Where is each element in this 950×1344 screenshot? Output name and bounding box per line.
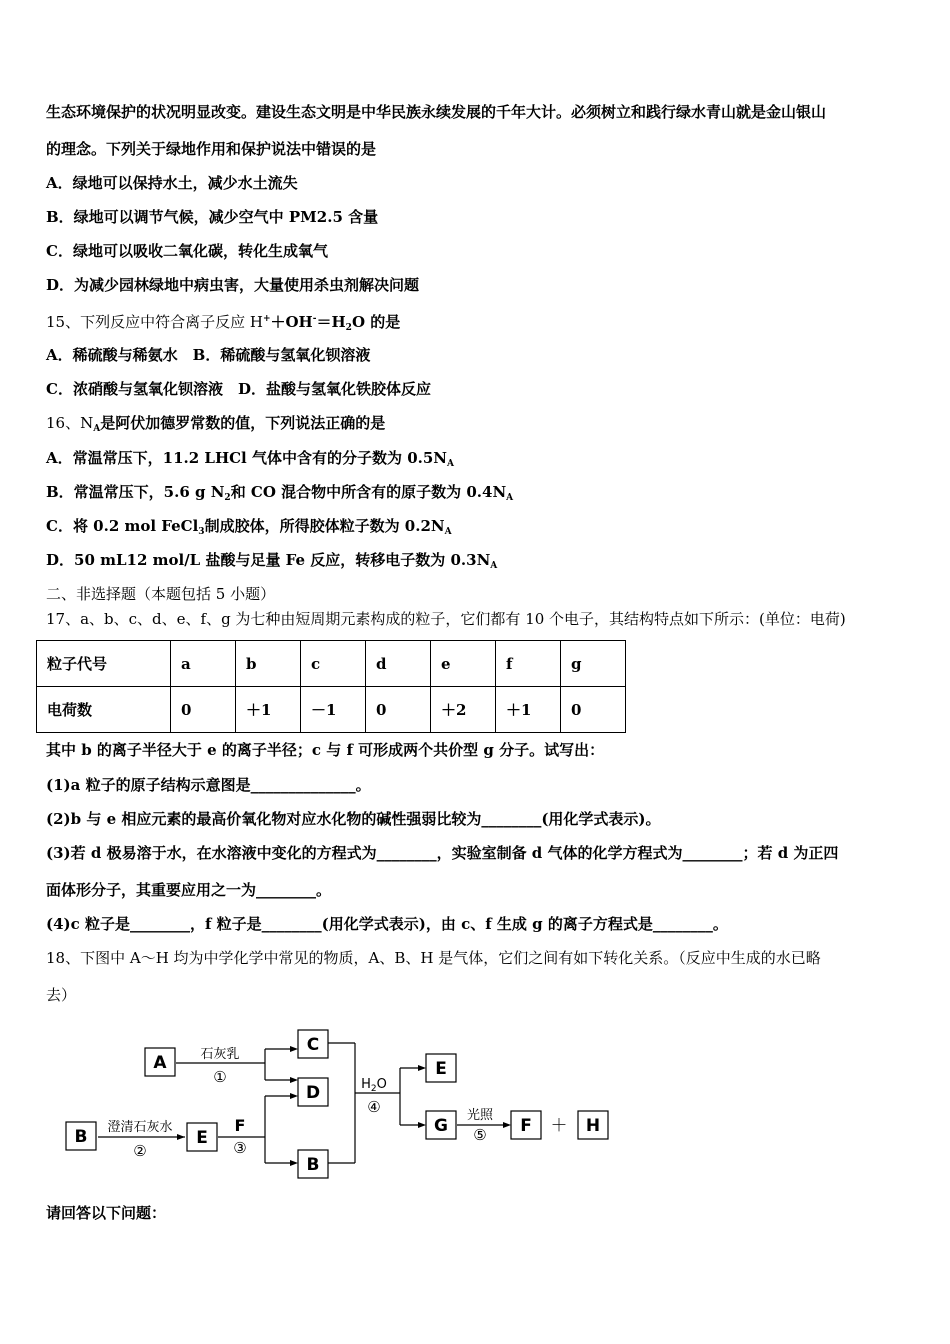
- node-d: D: [305, 1083, 321, 1103]
- step-2: ②: [133, 1142, 147, 1160]
- step-5: ⑤: [473, 1126, 487, 1144]
- table-cell: c: [301, 641, 366, 687]
- node-f: F: [520, 1116, 532, 1136]
- node-b2: B: [306, 1155, 320, 1175]
- q16-option-b: [46, 482, 513, 508]
- q14-option-c: C．绿地可以吸收二氧化碳，转化生成氧气: [46, 242, 328, 260]
- reaction-flow-diagram: [60, 1020, 620, 1190]
- table-cell: g: [561, 641, 626, 687]
- water-o: O: [376, 1077, 387, 1092]
- section-heading: 二、非选择题（本题包括 5 小题）: [46, 585, 276, 603]
- q15-stem-text: 15、下列反应中符合离子反应 H: [46, 313, 263, 331]
- q16-d-text: D．50 mL12 mol/L 盐酸与足量 Fe 反应，转移电子数为 0.3N: [46, 551, 491, 569]
- q15-options-ab: A．稀硫酸与稀氨水 B．稀硫酸与氢氧化钡溶液: [46, 346, 371, 364]
- table-cell: 0: [171, 687, 236, 733]
- q14-intro-line2: 的理念。下列关于绿地作用和保护说法中错误的是: [46, 140, 377, 158]
- q15-options-cd: C．浓硝酸与氢氧化钡溶液 D．盐酸与氢氧化铁胶体反应: [46, 380, 431, 398]
- table-cell: f: [496, 641, 561, 687]
- q16-b-text2: 和 CO 混合物中所含有的原子数为 0.4N: [230, 483, 507, 501]
- table-row: [37, 641, 626, 687]
- q18-stem-text: 18、下图中 A～H 均为中学化学中常见的物质，A、B、H 是气体，它们之间有如下转化关系。（反应中生成的水已略: [46, 949, 821, 967]
- q16-stem: [46, 413, 385, 439]
- table-cell: ＋1: [496, 687, 561, 733]
- q16-stem-text: 是阿伏加德罗常数的值，下列说法正确的是: [100, 414, 386, 432]
- q15-sub-2: 2: [345, 323, 352, 333]
- step-3: ③: [233, 1139, 247, 1157]
- q16-b-sub2: A: [506, 493, 514, 503]
- q17-part4: (4)c 粒子是________，f 粒子是________(用化学式表示)，由 c、f 生成 g 的离子方程式是________。: [46, 915, 728, 933]
- q16-option-d: [46, 550, 497, 576]
- q17-stem: 17、a、b、c、d、e、f、g 为七种由短周期元素构成的粒子，它们都有 10 个电子，其结构特点如下所示：(单位：电荷): [46, 610, 846, 628]
- table-cell: －1: [301, 687, 366, 733]
- table-row-header: 电荷数: [37, 687, 171, 733]
- q16-a-text: A．常温常压下，11.2 LHCl 气体中含有的分子数为 0.5N: [46, 449, 448, 467]
- q14-option-b: B．绿地可以调节气候，减少空气中 PM2.5 含量: [46, 208, 379, 226]
- node-b1: B: [74, 1127, 88, 1147]
- table-cell: ＋1: [236, 687, 301, 733]
- q17-part3-line1: (3)若 d 极易溶于水，在水溶液中变化的方程式为________，实验室制备 d 气体的化学方程式为________；若 d 为正四: [46, 844, 839, 862]
- q14-option-a: A．绿地可以保持水土，减少水土流失: [46, 174, 298, 192]
- q15-stem: [46, 309, 400, 338]
- reagent-light: 光照: [466, 1108, 494, 1123]
- q17-note: 其中 b 的离子半径大于 e 的离子半径；c 与 f 可形成两个共价型 g 分子。试写出：: [46, 741, 605, 759]
- table-row: [37, 687, 626, 733]
- q15-tail: O 的是: [351, 313, 401, 331]
- q17-part1: (1)a 粒子的原子结构示意图是______________。: [46, 776, 371, 794]
- table-cell: d: [366, 641, 431, 687]
- q17-part2: (2)b 与 e 相应元素的最高价氧化物对应水化物的碱性强弱比较为________(用化学式表示)。: [46, 810, 661, 828]
- q16-c-sub2: A: [444, 527, 452, 537]
- step-4: ④: [367, 1098, 381, 1116]
- q17-part3-line2: 面体形分子，其重要应用之一为________。: [46, 881, 332, 899]
- charge-table: [36, 640, 626, 733]
- table-row-header: 粒子代号: [37, 641, 171, 687]
- node-h: H: [585, 1116, 601, 1136]
- node-a: A: [153, 1053, 167, 1073]
- q15-sup-minus: -: [312, 314, 317, 324]
- reagent-limewater: 澄清石灰水: [107, 1120, 173, 1135]
- node-c: C: [306, 1035, 320, 1055]
- node-e1: E: [196, 1128, 208, 1148]
- table-cell: a: [171, 641, 236, 687]
- q15-oh: ＋OH: [270, 313, 313, 331]
- q16-num: 16、N: [46, 414, 94, 432]
- q16-option-c: [46, 516, 452, 542]
- q16-option-a: [46, 448, 454, 474]
- water-sub: 2: [370, 1084, 377, 1094]
- water-h: H: [361, 1077, 371, 1092]
- q16-c-text2: 制成胶体，所得胶体粒子数为 0.2N: [204, 517, 445, 535]
- node-e2: E: [435, 1059, 447, 1079]
- node-g: G: [434, 1116, 448, 1136]
- q14-intro-line1: 生态环境保护的状况明显改变。建设生态文明是中华民族永续发展的千年大计。必须树立和践行绿水青山就是金山银山: [46, 103, 827, 121]
- q18-stem-line2: 去）: [46, 986, 77, 1004]
- reagent-lime-milk: 石灰乳: [200, 1047, 240, 1062]
- q15-sup-plus: +: [262, 314, 271, 324]
- reagent-water: [361, 1077, 387, 1094]
- q16-d-sub: A: [490, 561, 498, 571]
- step-1: ①: [213, 1068, 227, 1086]
- q16-sub: A: [93, 424, 101, 434]
- table-cell: b: [236, 641, 301, 687]
- q18-stem-line1: [46, 948, 821, 968]
- q16-c-text1: C．将 0.2 mol FeCl: [46, 517, 199, 535]
- q16-b-sub1: 2: [224, 493, 231, 503]
- q14-option-d: D．为减少园林绿地中病虫害，大量使用杀虫剂解决问题: [46, 276, 420, 294]
- table-cell: 0: [366, 687, 431, 733]
- q16-a-sub: A: [447, 459, 454, 469]
- q18-prompt: 请回答以下问题：: [46, 1204, 167, 1222]
- table-cell: ＋2: [431, 687, 496, 733]
- table-cell: e: [431, 641, 496, 687]
- reagent-f: F: [234, 1116, 246, 1135]
- table-cell: 0: [561, 687, 626, 733]
- plus-sign: ＋: [550, 1116, 568, 1136]
- q16-b-text1: B．常温常压下，5.6 g N: [46, 483, 225, 501]
- q15-h: ＝H: [316, 313, 346, 331]
- q16-c-sub1: 3: [198, 527, 205, 537]
